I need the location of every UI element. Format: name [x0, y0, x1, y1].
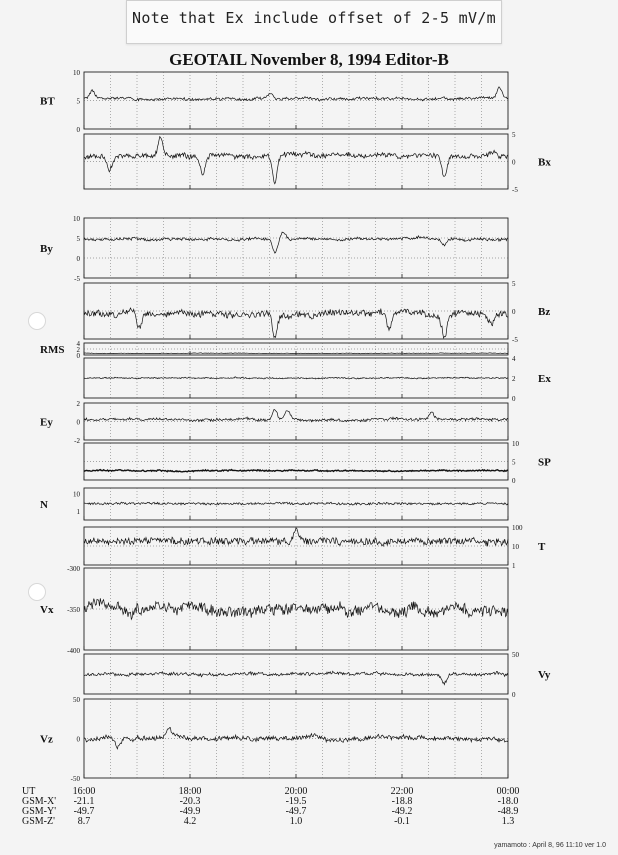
orbit-cell: -49.2: [391, 806, 413, 817]
orbit-cell: -49.7: [73, 806, 95, 817]
y-tick-label-sp: 0: [512, 477, 516, 485]
note-text: Note that Ex include offset of 2-5 mV/m: [132, 9, 496, 27]
y-tick-label-rms: 2: [76, 346, 80, 354]
orbit-cell: 22:00: [390, 786, 414, 797]
y-tick-label-rms: 0: [76, 352, 80, 360]
y-tick-label-by: 10: [73, 215, 80, 223]
orbit-cell: -49.9: [179, 806, 201, 817]
orbit-cell: -18.0: [497, 796, 519, 807]
orbit-cell: 18:00: [178, 786, 202, 797]
y-tick-label-ex: 0: [512, 395, 516, 403]
y-tick-label-bt: 10: [73, 69, 80, 77]
panel-label-rms: RMS: [40, 344, 65, 356]
orbit-cell: 20:00: [284, 786, 308, 797]
panel-label-t: T: [538, 541, 546, 553]
y-tick-label-vz: 50: [73, 696, 80, 704]
y-tick-label-bz: 0: [512, 308, 516, 316]
y-tick-label-n: 10: [73, 490, 80, 499]
y-tick-label-bt: 5: [76, 97, 80, 106]
orbit-row-label: GSM-Z': [22, 816, 55, 827]
orbit-cell: 16:00: [72, 786, 96, 797]
y-tick-label-sp: 5: [512, 458, 516, 467]
y-tick-label-n: 1: [76, 507, 80, 516]
y-tick-label-vx: -300: [67, 565, 80, 573]
y-tick-label-ey: 2: [76, 400, 80, 408]
y-tick-label-vx: -400: [67, 647, 80, 655]
y-tick-label-t: 100: [512, 524, 523, 532]
panel-label-bx: Bx: [538, 156, 551, 169]
series-line-ex: [84, 377, 508, 379]
panel-label-vz: Vz: [40, 733, 53, 746]
orbit-row-label: GSM-X': [22, 796, 57, 807]
y-tick-label-vz: 0: [76, 735, 80, 744]
series-line-vz: [84, 728, 508, 749]
orbit-cell: -48.9: [497, 806, 519, 817]
orbit-row-label: GSM-Y': [22, 806, 57, 817]
panel-label-vx: Vx: [40, 604, 54, 616]
y-tick-label-vx: -350: [67, 606, 80, 614]
panel-label-sp: SP: [538, 456, 551, 469]
orbit-cell: 8.7: [77, 816, 91, 827]
orbit-cell: -19.5: [285, 796, 307, 807]
panel-label-bt: BT: [40, 95, 55, 108]
y-tick-label-sp: 10: [512, 440, 519, 448]
y-tick-label-vy: 50: [512, 651, 519, 659]
panel-label-vy: Vy: [538, 669, 551, 681]
y-tick-label-by: 5: [76, 235, 80, 243]
series-line-vy: [84, 671, 508, 684]
y-tick-label-bx: -5: [512, 186, 518, 194]
orbit-cell: -49.7: [285, 806, 307, 817]
orbit-cell: 1.0: [289, 816, 303, 827]
panel-label-n: N: [40, 499, 48, 511]
y-tick-label-ey: -2: [74, 437, 80, 445]
orbit-cell: -20.3: [179, 796, 201, 807]
y-tick-label-bz: -5: [512, 336, 518, 344]
y-tick-label-vy: 0: [512, 691, 516, 699]
y-tick-label-t: 10: [512, 543, 519, 551]
orbit-cell: 4.2: [183, 816, 197, 827]
y-tick-label-ex: 4: [512, 355, 516, 363]
orbit-cell: -21.1: [73, 796, 95, 807]
orbit-row-label: UT: [22, 786, 36, 797]
orbit-cell: 1.3: [501, 816, 515, 827]
y-tick-label-bt: 0: [76, 126, 80, 134]
y-tick-label-by: -5: [74, 275, 80, 283]
page-title: GEOTAIL November 8, 1994 Editor-B: [169, 50, 449, 69]
panel-label-by: By: [40, 243, 53, 255]
orbit-cell: 00:00: [496, 786, 520, 797]
y-tick-label-ey: 0: [76, 418, 80, 427]
y-tick-label-bx: 0: [512, 158, 516, 167]
series-line-n: [84, 502, 508, 505]
panel-label-ey: Ey: [40, 416, 53, 429]
y-tick-label-ex: 2: [512, 375, 516, 383]
credit-line: yamamoto : April 8, 96 11:10 ver 1.0: [494, 842, 606, 849]
series-line-sp: [84, 470, 508, 472]
panel-label-ex: Ex: [538, 373, 551, 385]
y-tick-label-rms: 4: [76, 340, 80, 348]
y-tick-label-bz: 5: [512, 280, 516, 288]
y-tick-label-by: 0: [76, 255, 80, 263]
orbit-cell: -0.1: [394, 816, 410, 827]
panel-label-bz: Bz: [538, 306, 551, 318]
orbit-cell: -18.8: [391, 796, 413, 807]
y-tick-label-vz: -50: [70, 775, 80, 783]
y-tick-label-bx: 5: [512, 131, 516, 139]
y-tick-label-t: 1: [512, 562, 516, 570]
